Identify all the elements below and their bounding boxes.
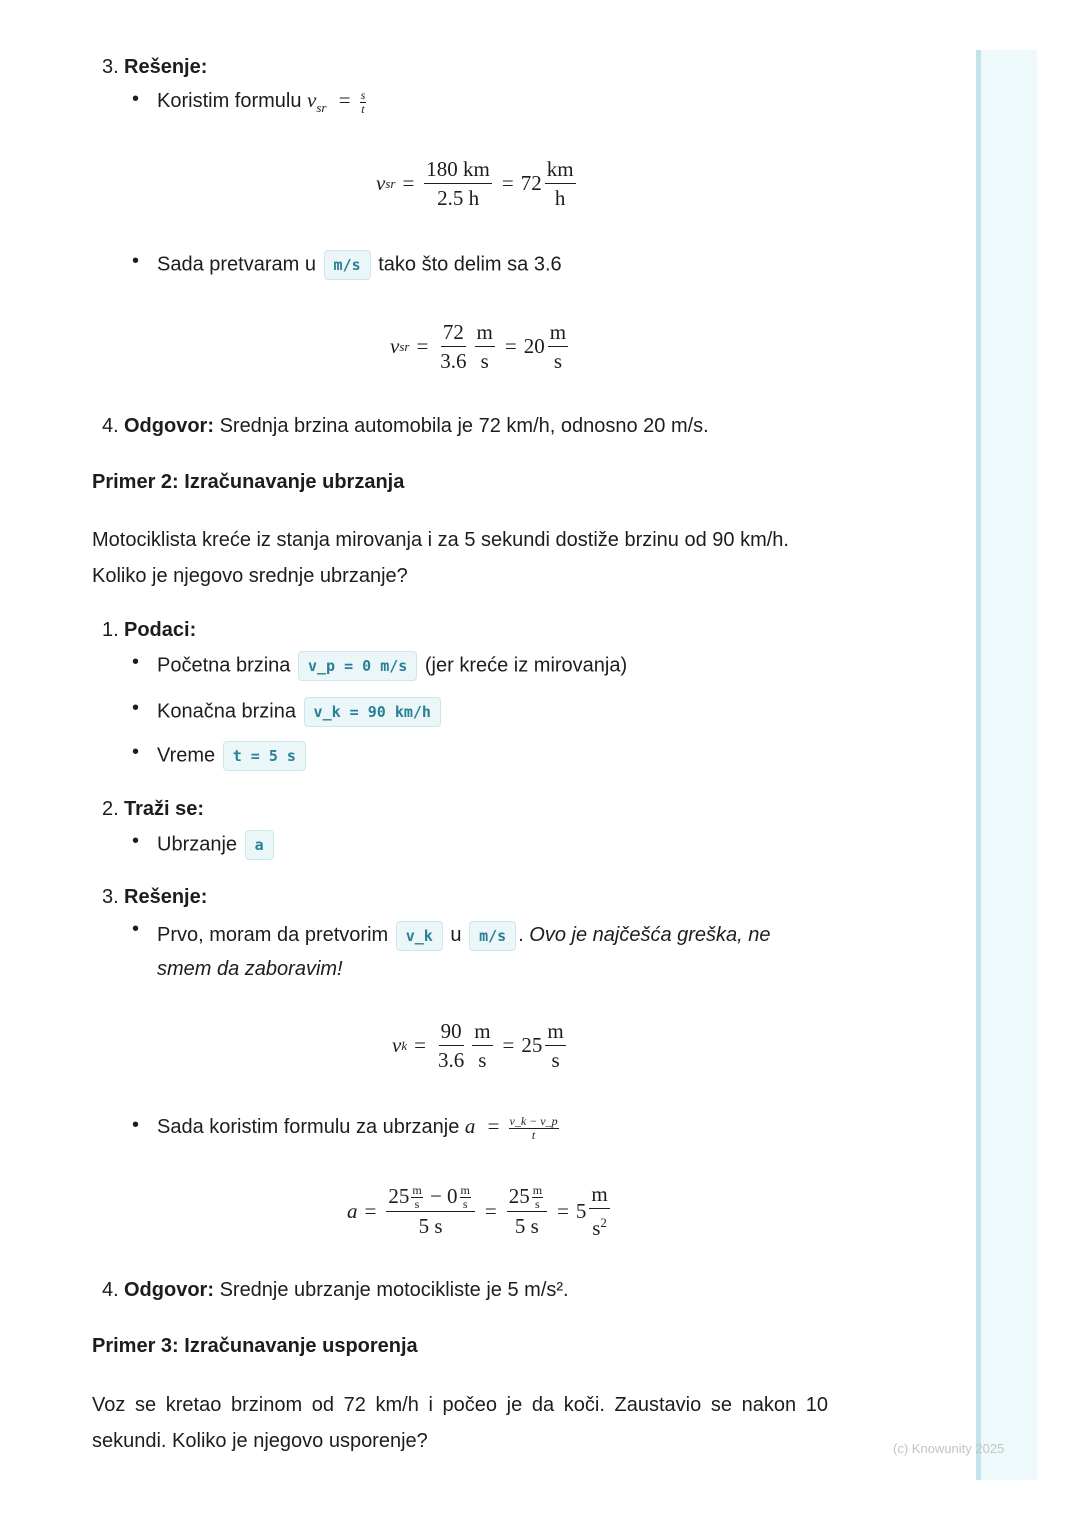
bullet-label: Prvo, moram da pretvorim (157, 924, 389, 946)
num-unit (532, 1184, 543, 1211)
num-unit (460, 1184, 471, 1211)
bullet-dot: • (132, 697, 140, 719)
unit-den (590, 1209, 609, 1242)
step-number: 3. (102, 886, 119, 908)
answer-line (124, 415, 709, 438)
num-minus: − 0 (429, 1183, 458, 1208)
watermark: (c) Knowunity 2025 (893, 1441, 1005, 1456)
bullet-dot: • (132, 250, 140, 272)
fraction-num: 72 (441, 318, 466, 347)
fraction-num: 180 km (424, 155, 492, 184)
num-unit (411, 1184, 422, 1211)
eq-sign: = (502, 1033, 515, 1057)
eq-fraction (436, 1017, 466, 1074)
fraction-num (507, 1182, 547, 1213)
unit-den: s (480, 349, 489, 373)
eq-sub: sr (399, 338, 410, 354)
bullet-label: Ubrzanje (157, 833, 238, 856)
bullet-text (157, 830, 832, 860)
eq-unit (545, 1017, 565, 1074)
inline-code: m/s (324, 250, 371, 280)
eq-sign: = (364, 1198, 377, 1223)
bullet-label: Sada koristim formulu za ubrzanje (157, 1116, 460, 1138)
eq-sub: sr (385, 175, 396, 191)
bullet-label: Vreme (157, 744, 216, 767)
formula-fraction (360, 89, 367, 116)
inline-code: a (245, 830, 274, 860)
inline-code: v_k = 90 km/h (304, 697, 441, 727)
fraction-num (386, 1182, 475, 1213)
eq-var: a (347, 1198, 358, 1223)
num-value: 25 (508, 1183, 530, 1208)
unit-den: s (478, 1048, 487, 1072)
inline-code: v_k (396, 921, 443, 951)
inline-formula (464, 1113, 561, 1142)
fraction-num: s (360, 87, 366, 102)
unit-den: s (553, 349, 562, 373)
eq-sign: = (504, 334, 517, 358)
bullet-dot: • (132, 830, 140, 852)
unit-num: m (460, 1183, 470, 1198)
step-label: Odgovor: (124, 1279, 214, 1301)
eq-sign: = (484, 1198, 497, 1223)
bullet-dot: • (132, 651, 140, 673)
eq-fraction (507, 1182, 547, 1241)
example-3-heading: Primer 3: Izračunavanje usporenja (92, 1335, 418, 1357)
bullet-label: Početna brzina (157, 654, 291, 677)
fraction-den: 2.5 h (437, 186, 480, 210)
eq-result: 72 (520, 171, 542, 195)
unit-den: s (462, 1197, 468, 1212)
step-label: Traži se: (124, 798, 205, 820)
unit-num: m (548, 318, 568, 347)
example-2-heading: Primer 2: Izračunavanje ubrzanja (92, 471, 405, 493)
step-label: Odgovor: (124, 415, 214, 437)
unit-num: m (412, 1183, 422, 1198)
eq-unit (545, 155, 576, 212)
bullet-text (157, 741, 832, 771)
fraction-den: t (531, 1127, 536, 1142)
example-2-problem: Motociklista kreće iz stanja mirovanja i za 5 sekundi dostiže brzinu od 90 km/h. Koliko je njegovo srednje ubrzanje? (92, 529, 789, 587)
example-3-problem: Voz se kretao brzinom od 72 km/h i počeo je da koči. Zaustavio se nakon 10 sekundi. Koliko je njegovo usporenje? (92, 1394, 828, 1452)
fraction-den: 3.6 (440, 349, 467, 373)
bullet-label: Sada pretvaram u (157, 253, 316, 276)
eq-unit (548, 318, 568, 375)
eq-result: 20 (523, 334, 545, 358)
eq-sign: = (557, 1198, 569, 1223)
period: . (518, 924, 524, 946)
unit-den: s (535, 1197, 540, 1212)
step-number: 4. (102, 1279, 119, 1301)
unit-den-exp: 2 (600, 1215, 607, 1230)
unit-num: m (532, 1183, 543, 1198)
bullet-text (157, 88, 832, 116)
eq-fraction (386, 1182, 475, 1241)
step-label: Podaci: (124, 619, 197, 641)
eq-sign: = (416, 334, 429, 358)
eq-sign: = (402, 171, 415, 195)
step-label: Rešenje: (124, 886, 208, 908)
eq-var: v (390, 334, 400, 358)
bullet-label-mid: u (450, 924, 462, 946)
bullet-label-after: (jer kreće iz mirovanja) (424, 654, 628, 677)
bullet-text (157, 651, 832, 681)
unit-num: m (545, 1017, 565, 1046)
eq-var: v (376, 171, 386, 195)
unit-num: m (475, 318, 495, 347)
bullet-text (157, 1114, 832, 1142)
warning-note: Ovo je najčešća greška, ne smem da zaboravim! (157, 924, 771, 980)
step-number: 4. (102, 415, 119, 437)
formula-eq: = (338, 88, 351, 112)
right-margin-bar (976, 50, 1037, 1480)
step-label: Rešenje: (124, 56, 208, 78)
eq-sub: k (401, 1037, 408, 1053)
answer-text: Srednje ubrzanje motocikliste je 5 m/s². (219, 1279, 569, 1301)
bullet-dot: • (132, 1114, 140, 1136)
eq-result: 5 (575, 1198, 587, 1223)
answer-text: Srednja brzina automobila je 72 km/h, odnosno 20 m/s. (219, 415, 709, 437)
equation-avg-speed-ms (390, 318, 571, 375)
unit-num: m (472, 1017, 492, 1046)
unit-den: h (554, 186, 566, 210)
bullet-text (157, 918, 817, 986)
fraction-den: t (361, 101, 365, 116)
bullet-dot: • (132, 88, 140, 110)
inline-code: m/s (469, 921, 516, 951)
formula-var: a (464, 1114, 476, 1138)
fraction-num: 90 (439, 1017, 464, 1046)
bullet-label: Koristim formulu (157, 90, 302, 112)
unit-den: s (551, 1048, 560, 1072)
unit-den-base: s (592, 1216, 601, 1240)
eq-fraction (438, 318, 468, 375)
formula-fraction (509, 1115, 559, 1142)
fraction-num: v_k − v_p (509, 1113, 558, 1128)
equation-avg-speed-kmh (376, 155, 579, 212)
inline-formula (307, 87, 368, 116)
eq-fraction (424, 155, 492, 212)
step-number: 3. (102, 56, 119, 78)
fraction-den: 3.6 (437, 1048, 465, 1072)
step-number: 1. (102, 619, 119, 641)
eq-unit (472, 1017, 492, 1074)
num-value: 25 (388, 1183, 410, 1208)
fraction-den: 5 s (418, 1214, 443, 1239)
eq-result: 25 (521, 1033, 543, 1057)
bullet-dot: • (132, 918, 140, 940)
equation-acceleration (347, 1180, 613, 1242)
step-number: 2. (102, 798, 119, 820)
eq-unit (589, 1180, 609, 1242)
eq-sign: = (501, 171, 514, 195)
formula-eq: = (487, 1114, 500, 1138)
bullet-label-after: tako što delim sa 3.6 (378, 253, 562, 276)
inline-code: v_p = 0 m/s (298, 651, 417, 681)
answer-line (124, 1279, 569, 1302)
eq-sign: = (414, 1033, 426, 1057)
bullet-dot: • (132, 741, 140, 763)
bullet-label: Konačna brzina (157, 700, 296, 723)
formula-var: v (307, 88, 317, 112)
bullet-text (157, 697, 832, 727)
bullet-text (157, 250, 832, 280)
unit-num: m (589, 1180, 609, 1209)
eq-unit (475, 318, 495, 375)
equation-final-speed (392, 1017, 569, 1074)
formula-sub: sr (316, 100, 327, 116)
fraction-den: 5 s (514, 1214, 539, 1239)
unit-den: s (414, 1197, 420, 1212)
unit-num: km (545, 155, 576, 184)
eq-var: v (392, 1033, 402, 1057)
inline-code: t = 5 s (223, 741, 306, 771)
